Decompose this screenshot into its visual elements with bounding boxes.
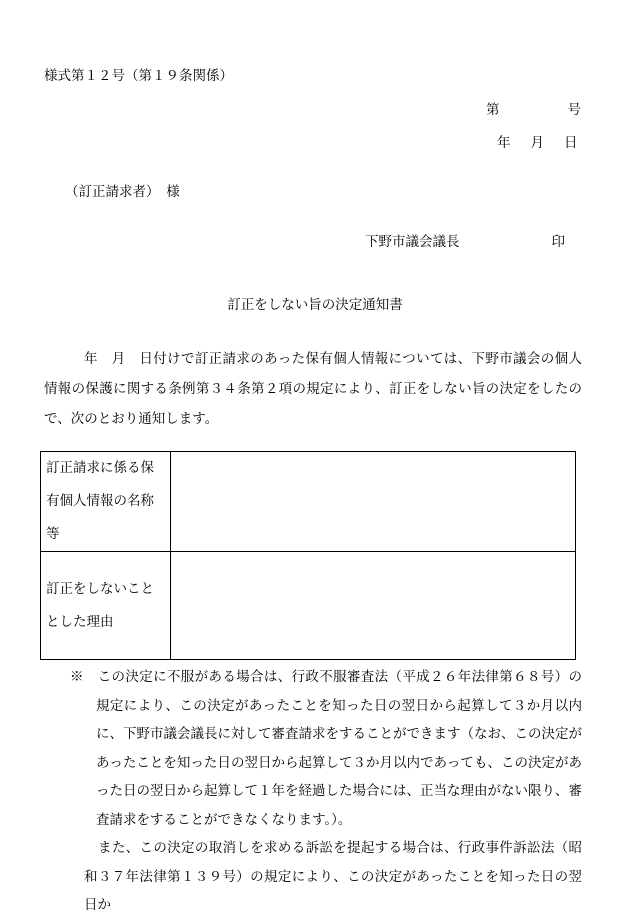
document-number (486, 104, 581, 118)
table-label-cell (41, 452, 171, 552)
row1-label: 訂正請求に係る保有個人情報の名称等 (46, 460, 154, 542)
seal-mark: 印 (551, 234, 565, 250)
sender (365, 236, 565, 250)
row1-value-cell (171, 452, 576, 552)
sender-name: 下野市議会議長 (365, 234, 460, 250)
note-paragraph-2: また、この決定の取消しを求める訴訟を提起する場合は、行政事件訴訟法（昭和３７年法律第１３９号）の規定により、この決定があったことを知った日の翌日か (84, 840, 582, 913)
date-day: 日 (564, 135, 578, 151)
form-number: 様式第１２号（第１９条関係） (44, 68, 233, 84)
document-date (497, 137, 578, 151)
notes-section (70, 663, 582, 920)
info-table (40, 451, 576, 660)
row2-label: 訂正をしないこととした理由 (46, 580, 154, 630)
document-title: 訂正をしない旨の決定通知書 (227, 297, 403, 313)
table-row (41, 452, 576, 552)
body-paragraph: 年 月 日付けで訂正請求のあった保有個人情報については、下野市議会の個人情報の保護に関する条例第３４条第２項の規定により、訂正をしない旨の決定をしたので、次のとおり通知します。 (44, 351, 582, 427)
document-number-prefix: 第 (486, 102, 500, 118)
addressee: （訂正請求者） 様 (65, 184, 180, 200)
table-label-cell (41, 552, 171, 660)
table-row (41, 552, 576, 660)
date-month: 月 (530, 135, 544, 151)
date-year: 年 (497, 135, 511, 151)
note-paragraph-1: ※ この決定に不服がある場合は、行政不服審査法（平成２６年法律第６８号）の規定により、この決定があったことを知った日の翌日から起算して３か月以内に、下野市議会議長に対して審査請求をすることができます（なお、この決定があったことを知った日の翌日から起算して３か月以内であっても、この決定があった日の翌日から起算して１年を経過した場合には、正当な理由がない限り、審査請求をすることができなくなります。）。 (70, 669, 582, 828)
row2-value-cell (171, 552, 576, 660)
document-number-suffix: 号 (567, 102, 581, 118)
